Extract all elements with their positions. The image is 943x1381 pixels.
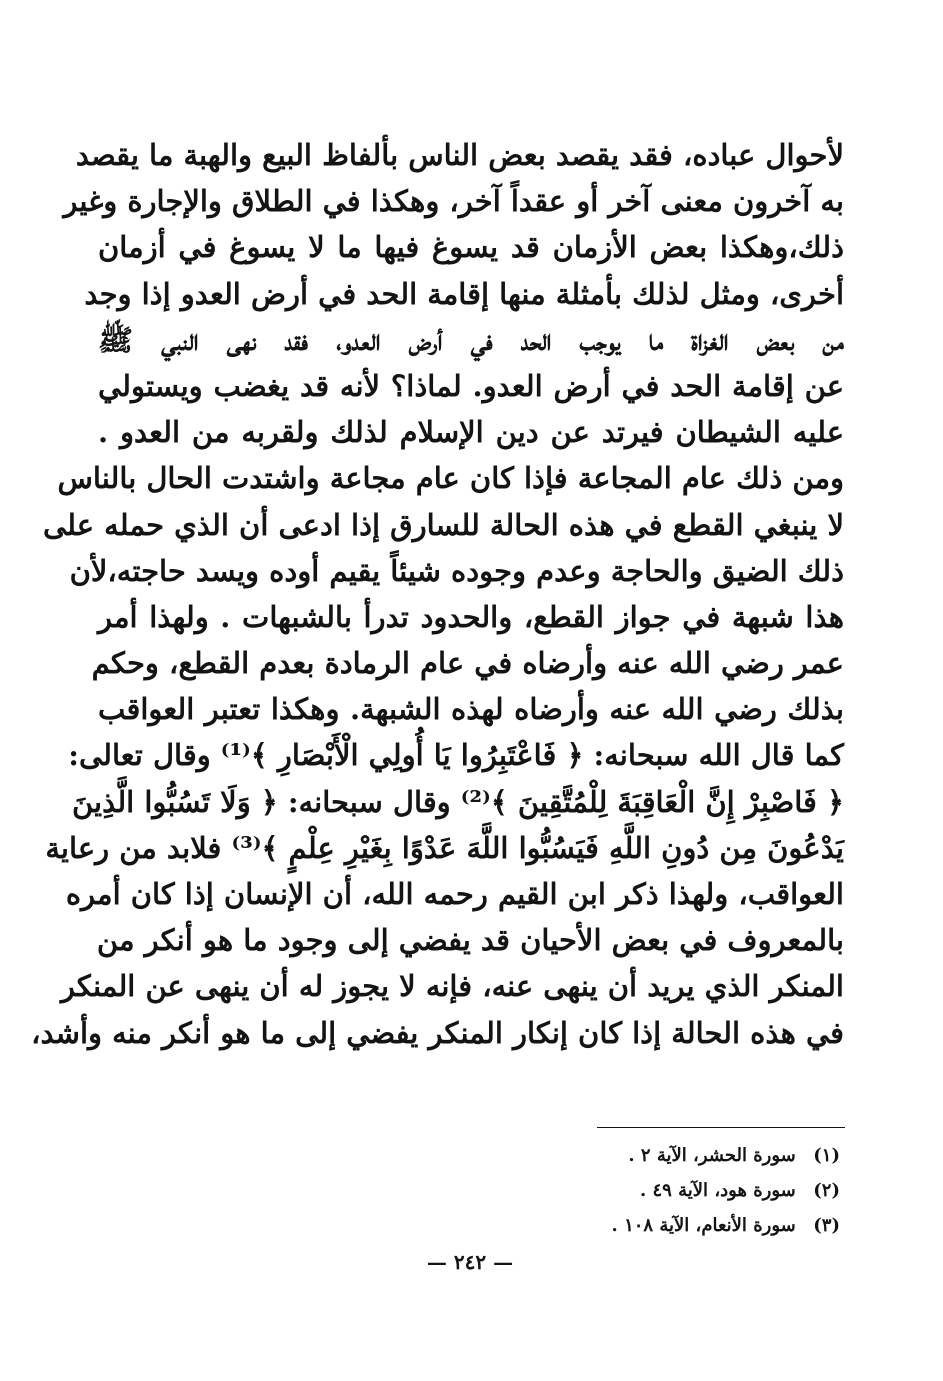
- text-line: لأحوال عباده، فقد يقصد بعض الناس بألفاظ البيع والهبة ما يقصد: [75, 138, 844, 172]
- page-number: — ٢٤٢ —: [426, 1250, 514, 1274]
- text-line: ذلك الضيق والحاجة وعدم وجوده شيئاً يقيم أوده ويسد حاجته،لأن: [69, 553, 844, 588]
- text-line: من بعض الغزاة ما يوجب الحد في أرض العدو، فقد نهى النبي ﷺ: [98, 322, 844, 357]
- text-line: العواقب، ولهذا ذكر ابن القيم رحمه الله، أن الإنسان إذا كان أمره: [65, 877, 844, 911]
- footnote-number: (٢): [813, 1180, 840, 1201]
- footnotes: [520, 1138, 840, 1243]
- footnote-text: سورة الأنعام، الآية ١٠٨ .: [611, 1215, 796, 1236]
- text-line: بذلك رضي الله عنه وأرضاه لهذه الشبهة. وهكذا تعتبر العواقب: [98, 692, 844, 727]
- footnote: [520, 1208, 840, 1243]
- footnote-text: سورة الحشر، الآية ٢ .: [628, 1145, 796, 1166]
- text-line: في هذه الحالة إذا كان إنكار المنكر يفضي إلى ما هو أنكر منه وأشد،: [31, 1015, 844, 1050]
- text-line: بالمعروف في بعض الأحيان قد يفضي إلى وجود ما هو أنكر من: [96, 923, 844, 958]
- text-line: ومن ذلك عام المجاعة فإذا كان عام مجاعة واشتدت الحال بالناس: [57, 461, 844, 496]
- text-line: ذلك،وهكذا بعض الأزمان قد يسوغ فيها ما لا يسوغ في أزمان: [98, 230, 844, 265]
- footnote-text: سورة هود، الآية ٤٩ .: [639, 1180, 796, 1201]
- footnote: [520, 1138, 840, 1173]
- footnote: [520, 1173, 840, 1208]
- footnote-number: (٣): [813, 1215, 840, 1236]
- text-line: أخرى، ومثل لذلك بأمثلة منها إقامة الحد في أرض العدو إذا وجد: [84, 276, 844, 311]
- quran-citation-line: ﴿ فَاصْبِرْ إِنَّ الْعَاقِبَةَ لِلْمُتَّقِينَ ﴾⁽²⁾ وقال سبحانه: ﴿ وَلَا تَسُبُّوا الَّذِينَ: [71, 784, 844, 819]
- text-line: عن إقامة الحد في أرض العدو. لماذا؟ لأنه قد يغضب ويستولي: [98, 368, 844, 403]
- quran-citation-line: يَدْعُونَ مِن دُونِ اللَّهِ فَيَسُبُّوا اللَّهَ عَدْوًا بِغَيْرِ عِلْمٍ ﴾⁽³⁾ فلابد من رعاية: [45, 830, 844, 865]
- text-line: به آخرون معنى آخر أو عقداً آخر، وهكذا في الطلاق والإجارة وغير: [63, 184, 844, 219]
- text-line: عليه الشيطان فيرتد عن دين الإسلام لذلك ولقربه من العدو .: [98, 415, 844, 450]
- text-line: المنكر الذي يريد أن ينهى عنه، فإنه لا يجوز له أن ينهى عن المنكر: [60, 969, 844, 1004]
- footnote-number: (١): [813, 1145, 840, 1166]
- quran-citation-line: كما قال الله سبحانه: ﴿ فَاعْتَبِرُوا يَا أُولِي الْأَبْصَارِ ﴾⁽¹⁾ وقال تعالى:: [68, 738, 844, 773]
- text-line: هذا شبهة في جواز القطع، والحدود تدرأ بالشبهات . ولهذا أمر: [98, 599, 844, 634]
- body-text: [31, 132, 844, 1056]
- footnote-divider: [597, 1127, 845, 1128]
- text-line: لا ينبغي القطع في هذه الحالة للسارق إذا ادعى أن الذي حمله على: [43, 507, 844, 542]
- text-line: عمر رضي الله عنه وأرضاه في عام الرمادة بعدم القطع، وحكم: [91, 646, 844, 681]
